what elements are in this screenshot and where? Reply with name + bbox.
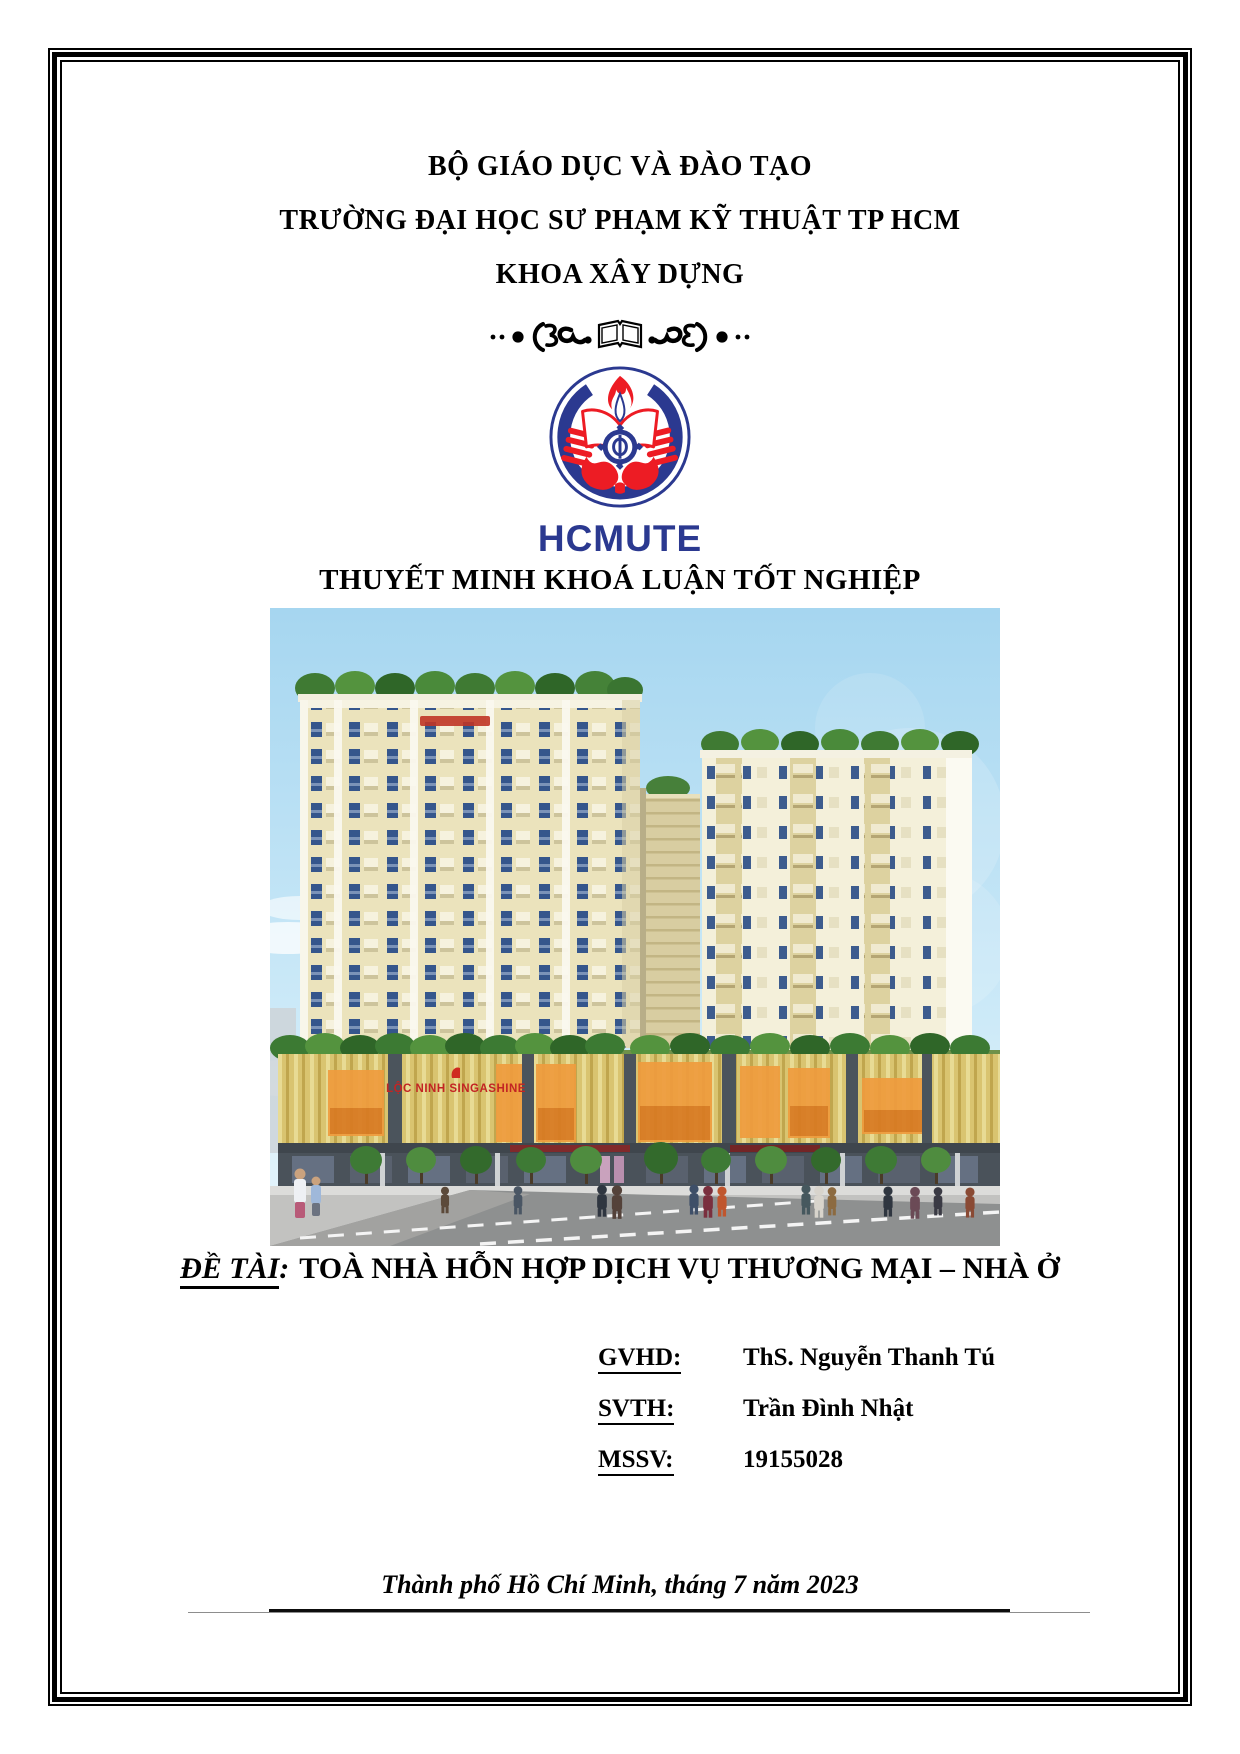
hcmute-wordmark: HCMUTE xyxy=(537,518,703,559)
cover-image-building-render xyxy=(270,608,1000,1246)
topic-label: ĐỀ TÀI xyxy=(180,1252,279,1289)
gvhd-value: ThS. Nguyễn Thanh Tú xyxy=(743,1344,996,1371)
place-date-line: Thành phố Hồ Chí Minh, tháng 7 năm 2023 xyxy=(381,1570,859,1599)
book-icon xyxy=(599,321,641,347)
mssv-value: 19155028 xyxy=(743,1446,843,1473)
document-subtitle: THUYẾT MINH KHOÁ LUẬN TỐT NGHIỆP xyxy=(319,564,921,596)
mssv-label: MSSV: xyxy=(598,1446,674,1476)
info-row xyxy=(598,1344,995,1372)
topic-title: TOÀ NHÀ HỖN HỢP DỊCH VỤ THƯƠNG MẠI – NHÀ Ở xyxy=(299,1252,1060,1285)
tower-sign xyxy=(420,716,490,726)
ministry-title: BỘ GIÁO DỤC VÀ ĐÀO TẠO xyxy=(427,151,813,182)
university-title: TRƯỜNG ĐẠI HỌC SƯ PHẠM KỸ THUẬT TP HCM xyxy=(279,205,961,236)
middle-tower xyxy=(640,776,700,1048)
ornament-divider xyxy=(487,316,753,354)
thesis-topic-line xyxy=(0,1252,1240,1286)
footer-rule-thick xyxy=(269,1609,1010,1612)
topic-colon: : xyxy=(279,1252,290,1285)
svth-value: Trần Đình Nhật xyxy=(743,1395,914,1422)
gvhd-label: GVHD: xyxy=(598,1344,681,1374)
info-row xyxy=(598,1395,995,1423)
info-row xyxy=(598,1446,995,1474)
building-sign-text: LỘC NINH SINGASHINE xyxy=(386,1083,526,1095)
header-block xyxy=(0,152,1240,314)
faculty-title: KHOA XÂY DỰNG xyxy=(495,259,745,290)
svth-label: SVTH: xyxy=(598,1395,674,1425)
advisor-student-info xyxy=(598,1344,995,1497)
left-tower xyxy=(295,671,643,1048)
right-tower xyxy=(700,729,979,1052)
hcmute-logo-icon xyxy=(547,364,693,510)
footer-rule-thin xyxy=(188,1612,1090,1613)
podium-mall xyxy=(270,1033,1000,1186)
